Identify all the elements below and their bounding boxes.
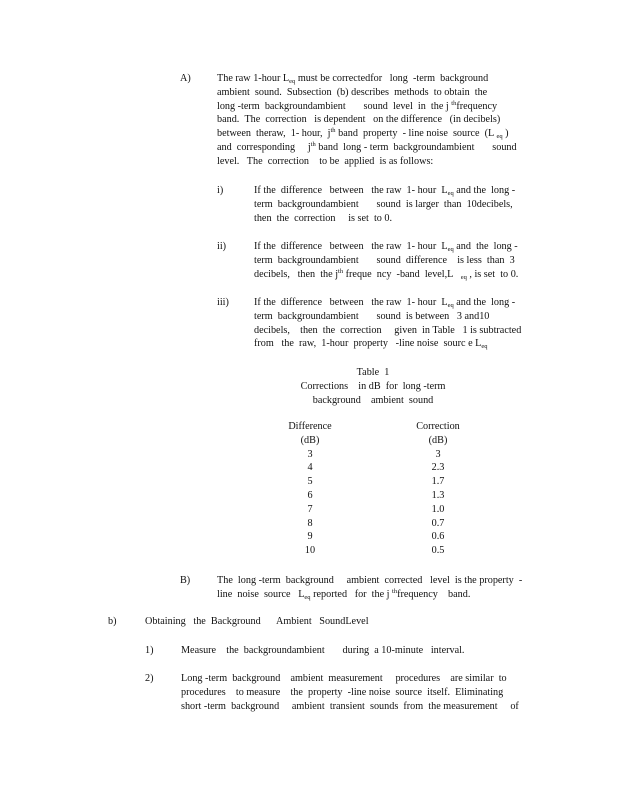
item-ii-text [254, 240, 518, 281]
item-iii-text [254, 296, 521, 351]
table-cell: 0.6 [431, 531, 445, 543]
item-iii-label: iii) [217, 297, 229, 308]
table-cell: 6 [307, 489, 313, 501]
text-line: Corrections in dB for long -term [300, 380, 446, 392]
section-b-paragraph [217, 574, 522, 602]
text-line: The raw 1-hour $L_{eq}$ must be correctedfor long -term background [217, 73, 489, 85]
text-line: long -term backgroundambient sound level in the j $^{th}$frequency [217, 99, 498, 112]
table-column-difference [275, 420, 345, 558]
text-line: procedures to measure the property -line noise source itself. Eliminating [181, 686, 504, 698]
text-line: Table 1 [356, 367, 390, 378]
table-header-unit: (dB) [428, 434, 448, 446]
text-line: band. The correction is dependent on the difference (in decibels) [217, 114, 501, 126]
text-line: then the correction is set to 0. [254, 212, 393, 224]
text-line: Measure the backgroundambient during a 10-minute interval. [181, 645, 465, 656]
subsection-b-heading-text: Obtaining the Background Ambient SoundLevel [145, 616, 369, 627]
table-header-unit: (dB) [300, 434, 320, 446]
text-line: from the raw, 1-hour property -line noise sourc e $L_{eq}$ [254, 338, 488, 351]
step-2-label: 2) [145, 673, 154, 684]
table-cell: 4 [307, 462, 313, 474]
text-line: If the difference between the raw 1- hour $L_{eq}$ and the long - [254, 297, 516, 309]
text-line: short -term background ambient transient sounds from the measurement of [181, 700, 519, 712]
step-1-label: 1) [145, 645, 154, 656]
text-line: decibels, then the correction given in Table 1 is subtracted [254, 324, 522, 336]
table-cell: 10 [304, 545, 316, 557]
text-line: Long -term background ambient measurement procedures are similar to [181, 673, 507, 684]
text-line: If the difference between the raw 1- hour $L_{eq}$ and the long - [254, 185, 516, 197]
subsection-b-heading [145, 615, 369, 629]
text-line: level. The correction to be applied is as follows: [217, 155, 434, 167]
table-cell: 1.3 [431, 489, 445, 501]
subsection-b-label: b) [108, 616, 117, 627]
text-line: between theraw, 1- hour, $j^{th}$ band property - line noise source (L $_{eq}$ ) [217, 127, 509, 141]
text-line: term backgroundambient sound is between 3 and10 [254, 310, 490, 322]
text-line: and corresponding $j^{th}$ band long - term backgroundambient sound [217, 140, 517, 153]
table-cell: 8 [307, 517, 313, 529]
step-2-text [181, 672, 519, 713]
table-cell: 3 [307, 448, 313, 460]
table-header: Difference [288, 421, 332, 432]
text-line: The long -term background ambient corrected level is the property - [217, 575, 523, 586]
text-line: ambient sound. Subsection (b) describes methods to obtain the [217, 86, 488, 98]
table-cell: 5 [307, 476, 313, 488]
table-cell: 9 [307, 531, 313, 543]
table-cell: 0.5 [431, 545, 445, 557]
table-cell: 7 [307, 503, 313, 515]
text-line: term backgroundambient sound difference is less than 3 [254, 254, 515, 266]
text-line: term backgroundambient sound is larger than 10decibels, [254, 198, 513, 210]
item-i-label: i) [217, 185, 224, 196]
item-ii-label: ii) [217, 241, 227, 252]
table-cell: 1.7 [431, 476, 445, 488]
text-line: line noise source $L_{eq}$ reported for the j $^{th}$frequency band. [217, 587, 471, 601]
section-a-label: A) [180, 73, 191, 84]
table-cell: 1.0 [431, 503, 445, 515]
text-line: If the difference between the raw 1- hour $L_{eq}$ and the long - [254, 241, 518, 253]
text-line: background ambient sound [312, 394, 434, 406]
table-column-correction [403, 420, 473, 558]
table-title [273, 366, 473, 407]
text-line: decibels, then the $j^{th}$ freque ncy -band level,L $_{eq}$ , is set to 0. [254, 267, 519, 281]
item-i-text [254, 184, 515, 225]
step-1-text [181, 644, 464, 658]
section-b-label: B) [180, 575, 191, 586]
section-a-paragraph [217, 72, 517, 169]
table-cell: 3 [435, 448, 441, 460]
table-cell: 2.3 [431, 462, 445, 474]
table-cell: 0.7 [431, 517, 445, 529]
table-header: Correction [416, 421, 460, 432]
